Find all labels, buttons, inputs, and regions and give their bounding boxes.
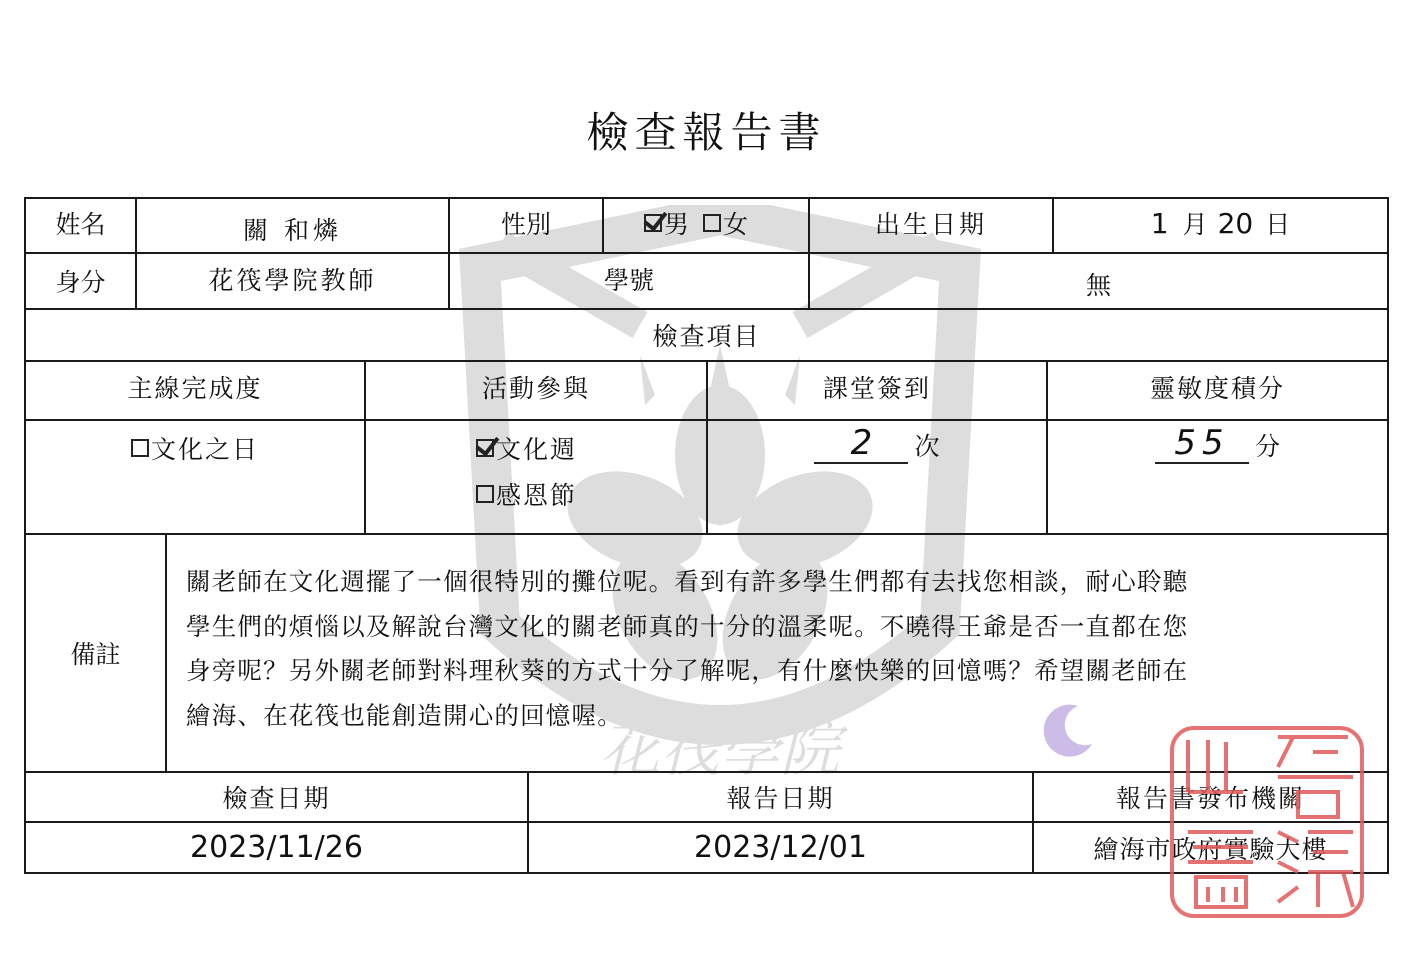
- male-checkbox[interactable]: [644, 214, 662, 232]
- activity-option-2-label: 感恩節: [496, 481, 578, 510]
- activity-option-2: [476, 474, 676, 514]
- check-date-label: 檢查日期: [222, 784, 331, 813]
- document-title: 檢查報告書: [586, 108, 827, 157]
- gender-label: 性別: [500, 210, 551, 239]
- activity-option-1-label: 文化週: [496, 435, 578, 464]
- student-id-label: 學號: [603, 266, 654, 295]
- mainline-option-label: 文化之日: [150, 435, 259, 464]
- gender-options: [604, 199, 808, 247]
- col-score: 靈敏度積分: [1149, 374, 1285, 403]
- name-value: 關 和燐: [243, 216, 342, 245]
- student-id-value: 無: [1085, 271, 1111, 300]
- gender-male-label: 男: [664, 210, 690, 239]
- issuer-name: 繪海市政府實驗大樓: [1093, 834, 1328, 864]
- attendance-count: 2: [814, 426, 908, 464]
- report-date-label: 報告日期: [726, 784, 835, 813]
- col-attendance: 課堂簽到: [822, 374, 931, 403]
- birth-month: 1: [1150, 206, 1169, 240]
- identity-value: 花筏學院教師: [208, 266, 377, 295]
- remarks-line: 關老師在文化週擺了一個很特別的攤位呢。看到有許多學生們都有去找您相談，耐心聆聽: [186, 567, 1189, 596]
- inspection-section-title: 檢查項目: [652, 322, 761, 351]
- birth-label: 出生日期: [874, 210, 987, 239]
- month-unit: 月: [1182, 210, 1208, 239]
- remarks-line: 身旁呢？另外關老師對料理秋葵的方式十分了解呢，有什麼快樂的回憶嗎？希望關老師在: [186, 656, 1189, 685]
- gender-female-label: 女: [723, 210, 749, 239]
- activity-option-1: [476, 428, 676, 468]
- remarks-text: [186, 560, 1366, 738]
- female-checkbox[interactable]: [703, 214, 721, 232]
- mainline-option: [26, 428, 364, 468]
- birth-value: [1054, 199, 1387, 247]
- score-value: [1048, 422, 1387, 468]
- attendance-unit: 次: [914, 432, 940, 461]
- remarks-label: 備註: [70, 640, 121, 669]
- thanksgiving-checkbox[interactable]: [476, 485, 494, 503]
- mainline-checkbox[interactable]: [131, 439, 149, 457]
- score-unit: 分: [1254, 432, 1280, 461]
- remarks-line: 繪海、在花筏也能創造開心的回憶喔。: [186, 700, 623, 730]
- attendance-value: [708, 422, 1046, 468]
- birth-day: 20: [1217, 206, 1254, 240]
- check-date: 2023/11/26: [190, 830, 363, 865]
- score-number: 55: [1155, 426, 1249, 464]
- name-label: 姓名: [55, 210, 106, 239]
- culture-week-checkbox[interactable]: [476, 439, 494, 457]
- remarks-line: 學生們的煩惱以及解說台灣文化的關老師真的十分的溫柔呢。不曉得王爺是否一直都在您: [186, 611, 1189, 641]
- identity-label: 身分: [55, 268, 106, 297]
- svg-text:花筏學院: 花筏學院: [600, 715, 840, 785]
- report-date: 2023/12/01: [694, 830, 867, 865]
- col-activity: 活動參與: [481, 374, 590, 403]
- issuer-label: 報告書發布機關: [1115, 784, 1305, 813]
- col-mainline: 主線完成度: [127, 374, 263, 403]
- day-unit: 日: [1265, 210, 1291, 239]
